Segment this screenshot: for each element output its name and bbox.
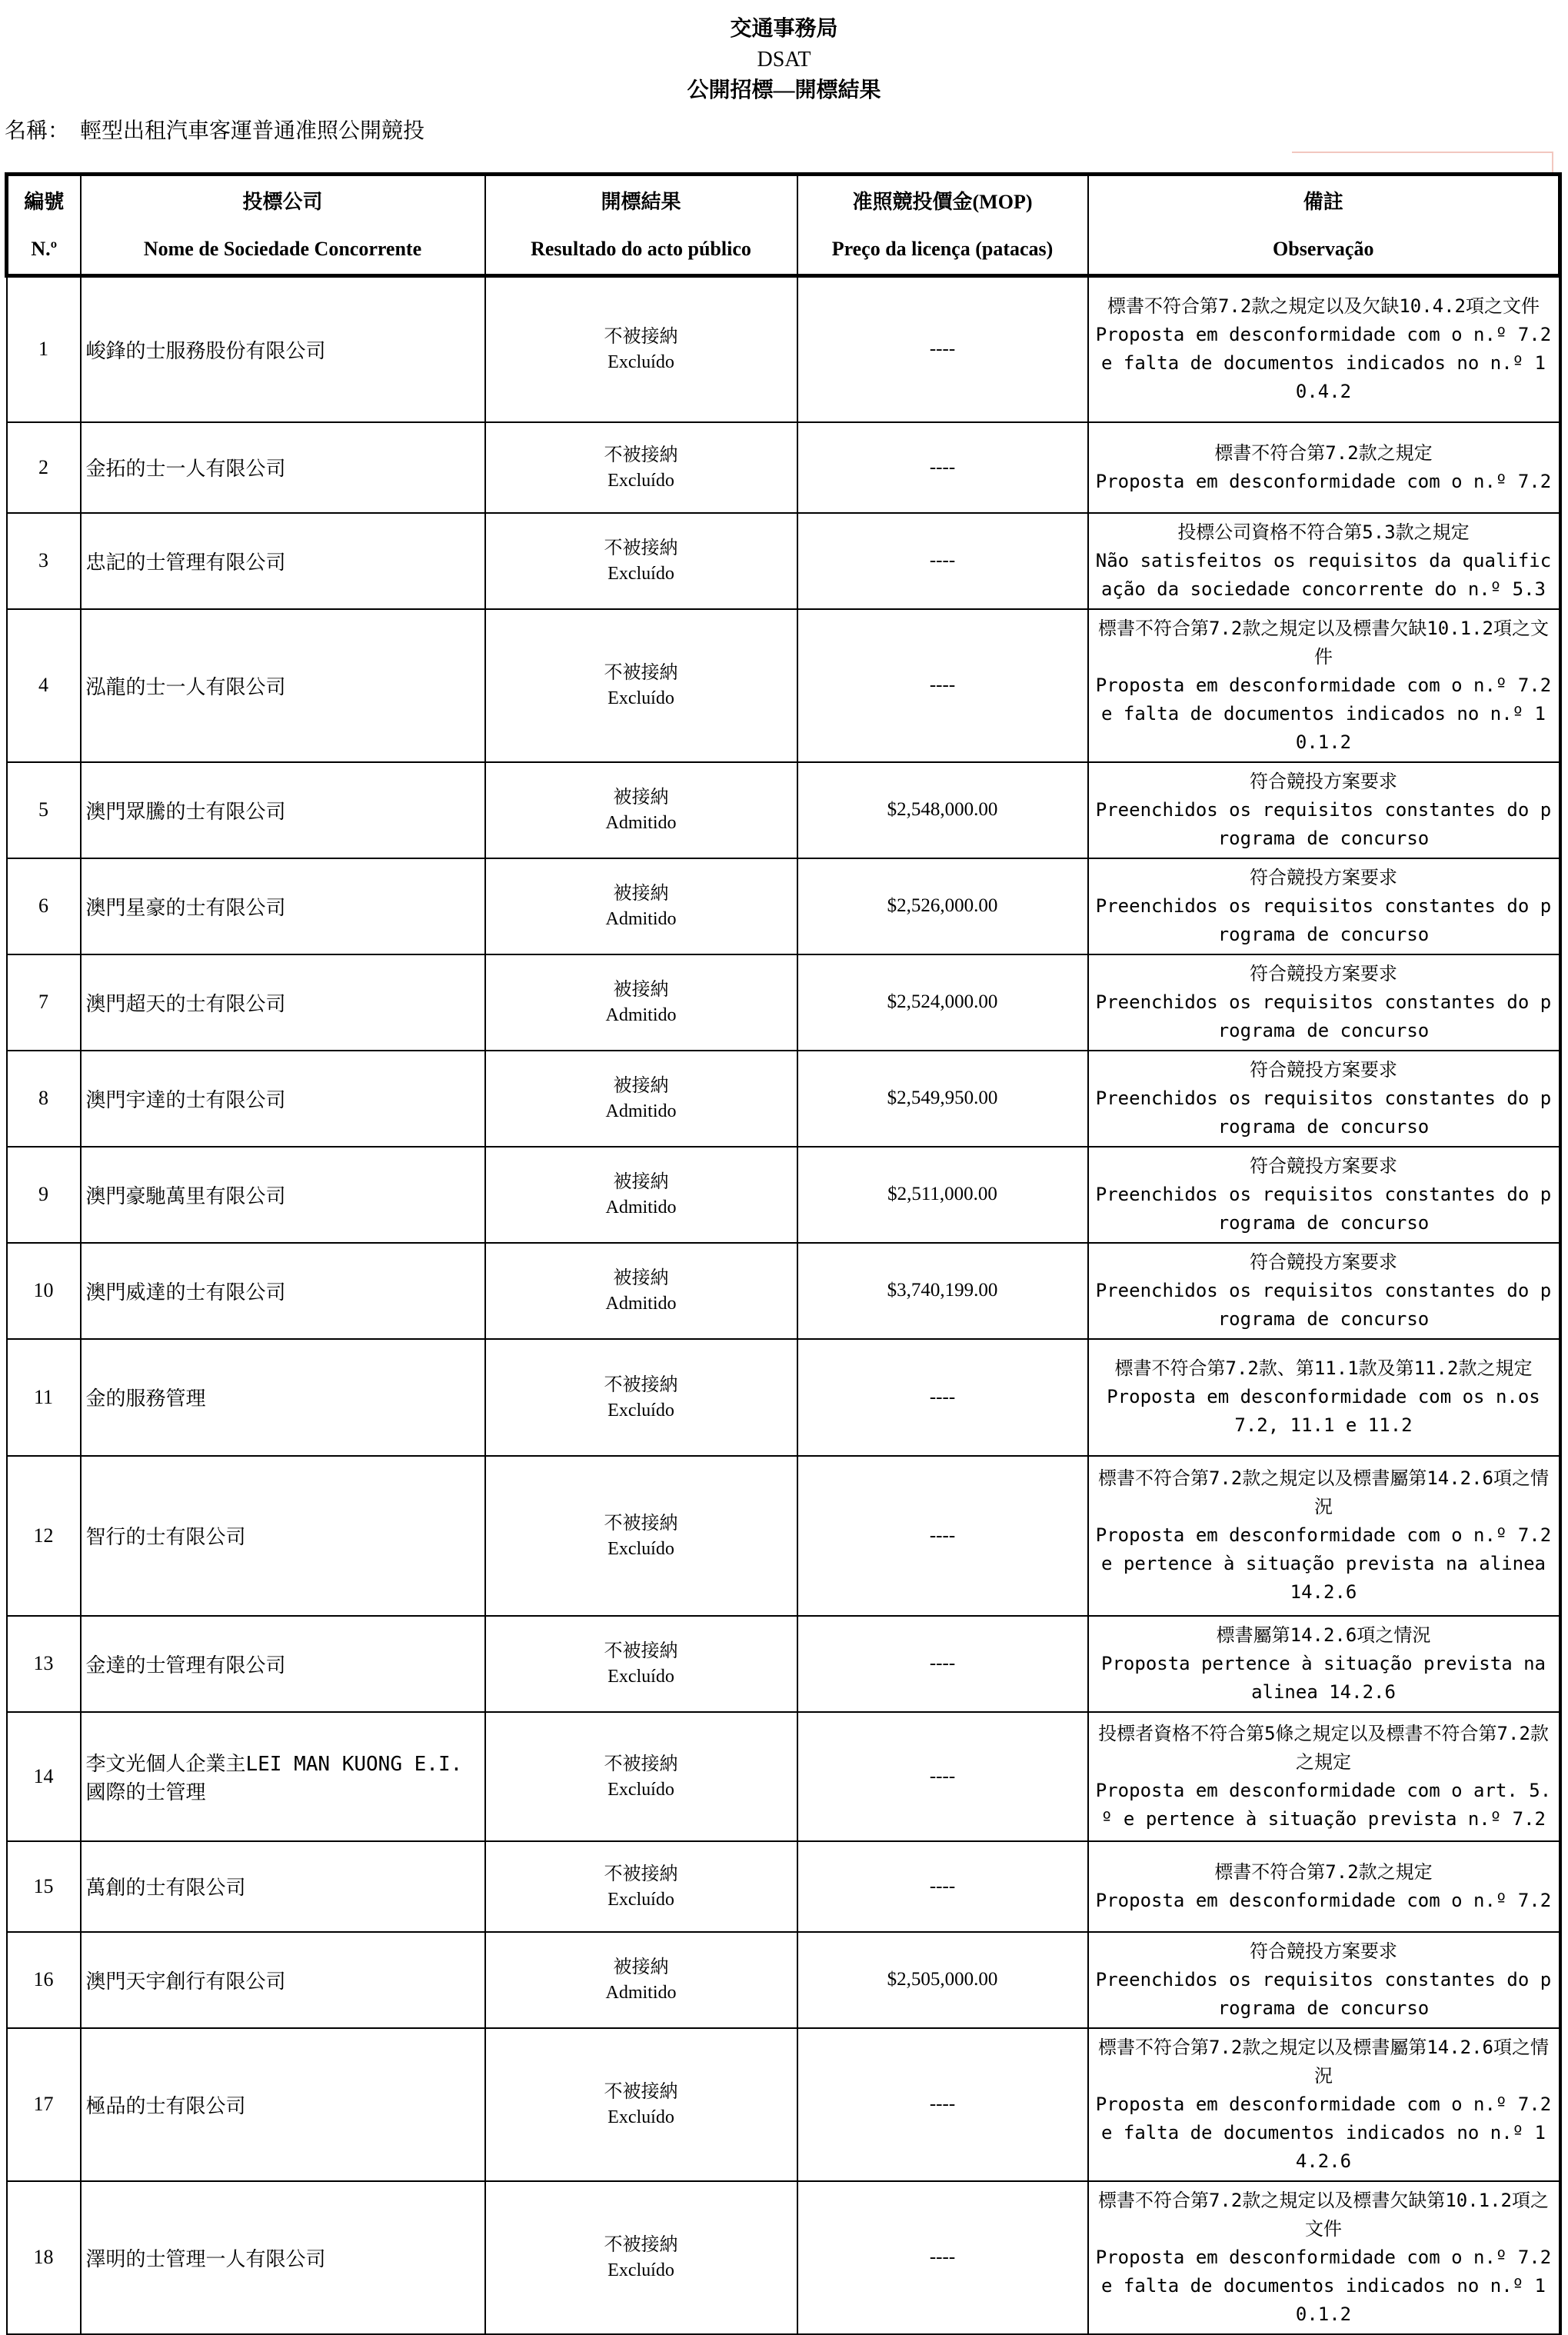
- result-cell: [485, 954, 797, 1051]
- observation-cell: [1088, 1932, 1560, 2028]
- results-table: [5, 172, 1562, 2335]
- result-cell: [485, 276, 797, 422]
- observation-zh: 符合競投方案要求: [1250, 1154, 1397, 1177]
- result-pt: Admitido: [605, 1197, 677, 1217]
- company-name: 智行的士有限公司: [81, 1456, 485, 1616]
- observation-pt: Proposta em desconformidade com o n.º 7.2 e falta de documentos indicados no n.º 10.1.2: [1095, 2246, 1552, 2325]
- result-zh: 被接納: [613, 1074, 669, 1096]
- row-number: 7: [7, 954, 81, 1051]
- observation-zh: 符合競投方案要求: [1250, 962, 1397, 984]
- result-zh: 被接納: [613, 882, 669, 904]
- license-price: $2,526,000.00: [797, 858, 1088, 954]
- result-cell: [485, 513, 797, 609]
- table-row: [7, 762, 1560, 858]
- result-pt: Admitido: [605, 813, 677, 833]
- row-number: 16: [7, 1932, 81, 2028]
- row-number: 12: [7, 1456, 81, 1616]
- result-cell: [485, 858, 797, 954]
- col-price-pt: Preço da licença (patacas): [797, 225, 1088, 276]
- license-price: ----: [797, 422, 1088, 513]
- result-zh: 不被接納: [604, 443, 678, 465]
- table-header: [7, 175, 1560, 276]
- row-number: 11: [7, 1339, 81, 1456]
- license-price: ----: [797, 276, 1088, 422]
- observation-pt: Preenchidos os requisitos constantes do programa de concurso: [1095, 991, 1552, 1041]
- observation-cell: [1088, 954, 1560, 1051]
- company-name: 萬創的士有限公司: [81, 1841, 485, 1932]
- result-cell: [485, 422, 797, 513]
- col-company-pt: Nome de Sociedade Concorrente: [81, 225, 485, 276]
- row-number: 18: [7, 2181, 81, 2334]
- result-pt: Admitido: [605, 909, 677, 929]
- col-price-zh: 准照競投價金(MOP): [797, 175, 1088, 225]
- table-row: [7, 276, 1560, 422]
- table-row: [7, 1147, 1560, 1243]
- result-pt: Excluído: [608, 688, 674, 708]
- license-price: ----: [797, 1841, 1088, 1932]
- result-cell: [485, 1339, 797, 1456]
- agency-name-zh: 交通事務局: [730, 17, 838, 41]
- observation-cell: [1088, 858, 1560, 954]
- company-name: 金的服務管理: [81, 1339, 485, 1456]
- corner-mark-vertical: [1552, 152, 1553, 175]
- company-name: 極品的士有限公司: [81, 2028, 485, 2181]
- table-row: [7, 1243, 1560, 1339]
- result-pt: Excluído: [608, 1779, 674, 1800]
- observation-pt: Preenchidos os requisitos constantes do programa de concurso: [1095, 1968, 1552, 2019]
- observation-zh: 符合競投方案要求: [1250, 1058, 1397, 1081]
- company-name: 澳門豪馳萬里有限公司: [81, 1147, 485, 1243]
- col-result-pt: Resultado do acto público: [485, 225, 797, 276]
- result-zh: 不被接納: [604, 1373, 678, 1395]
- result-zh: 不被接納: [604, 2080, 678, 2102]
- observation-pt: Proposta em desconformidade com o n.º 7.2 e falta de documentos indicados no n.º 14.2.6: [1095, 2093, 1552, 2172]
- result-pt: Admitido: [605, 1294, 677, 1314]
- license-price: $2,511,000.00: [797, 1147, 1088, 1243]
- row-number: 13: [7, 1616, 81, 1712]
- corner-mark: [1292, 152, 1553, 153]
- result-cell: [485, 1456, 797, 1616]
- result-pt: Excluído: [608, 352, 674, 373]
- company-name: 忠記的士管理有限公司: [81, 513, 485, 609]
- result-zh: 被接納: [613, 1171, 669, 1192]
- observation-zh: 標書不符合第7.2款之規定以及標書欠缺10.1.2項之文件: [1097, 617, 1550, 668]
- result-zh: 不被接納: [604, 1640, 678, 1661]
- result-cell: [485, 1841, 797, 1932]
- observation-cell: [1088, 609, 1560, 762]
- observation-pt: Proposta em desconformidade com o n.º 7.2 e falta de documentos indicados no n.º 10.1.2: [1095, 674, 1552, 753]
- company-name: 澤明的士管理一人有限公司: [81, 2181, 485, 2334]
- row-number: 17: [7, 2028, 81, 2181]
- observation-zh: 標書不符合第7.2款之規定以及標書屬第14.2.6項之情況: [1097, 2036, 1550, 2087]
- result-zh: 不被接納: [604, 1862, 678, 1884]
- observation-zh: 符合競投方案要求: [1250, 770, 1397, 792]
- result-pt: Admitido: [605, 1983, 677, 2003]
- observation-zh: 標書不符合第7.2款之規定: [1214, 1860, 1433, 1883]
- result-pt: Excluído: [608, 1400, 674, 1421]
- observation-cell: [1088, 422, 1560, 513]
- result-zh: 不被接納: [604, 1752, 678, 1774]
- result-pt: Excluído: [608, 2107, 674, 2127]
- col-no-pt: N.º: [7, 225, 81, 276]
- observation-pt: Preenchidos os requisitos constantes do programa de concurso: [1095, 894, 1552, 945]
- col-result-zh: 開標結果: [485, 175, 797, 225]
- observation-zh: 標書不符合第7.2款之規定以及欠缺10.4.2項之文件: [1107, 295, 1540, 318]
- company-name: 澳門眾騰的士有限公司: [81, 762, 485, 858]
- company-name: 金達的士管理有限公司: [81, 1616, 485, 1712]
- observation-pt: Proposta em desconformidade com o art. 5.º e pertence à situação prevista n.º 7.2: [1095, 1779, 1552, 1830]
- result-cell: [485, 1243, 797, 1339]
- header-row-pt: [7, 225, 1560, 276]
- observation-cell: [1088, 513, 1560, 609]
- result-pt: Admitido: [605, 1101, 677, 1121]
- table-row: [7, 2028, 1560, 2181]
- table-body: [7, 276, 1560, 2334]
- observation-zh: 符合競投方案要求: [1250, 1940, 1397, 1962]
- table-row: [7, 513, 1560, 609]
- table-row: [7, 2181, 1560, 2334]
- company-name: 澳門宇達的士有限公司: [81, 1051, 485, 1147]
- row-number: 9: [7, 1147, 81, 1243]
- result-zh: 不被接納: [604, 537, 678, 558]
- company-name: 澳門天宇創行有限公司: [81, 1932, 485, 2028]
- col-obs-zh: 備註: [1088, 175, 1560, 225]
- company-name: 泓龍的士一人有限公司: [81, 609, 485, 762]
- observation-pt: Proposta pertence à situação prevista na alinea 14.2.6: [1101, 1652, 1546, 1703]
- result-cell: [485, 1712, 797, 1841]
- observation-pt: Preenchidos os requisitos constantes do programa de concurso: [1095, 798, 1552, 849]
- table-row: [7, 1616, 1560, 1712]
- result-cell: [485, 1147, 797, 1243]
- row-number: 3: [7, 513, 81, 609]
- table-row: [7, 1841, 1560, 1932]
- license-price: $2,524,000.00: [797, 954, 1088, 1051]
- observation-pt: Preenchidos os requisitos constantes do programa de concurso: [1095, 1279, 1552, 1330]
- observation-cell: [1088, 1243, 1560, 1339]
- observation-cell: [1088, 2181, 1560, 2334]
- row-number: 10: [7, 1243, 81, 1339]
- license-price: ----: [797, 513, 1088, 609]
- result-zh: 不被接納: [604, 1511, 678, 1534]
- table-row: [7, 422, 1560, 513]
- observation-pt: Proposta em desconformidade com o n.º 7.2 e pertence à situação prevista na alinea 14.2.6: [1095, 1524, 1552, 1603]
- result-zh: 被接納: [613, 978, 669, 1000]
- result-zh: 不被接納: [604, 2233, 678, 2255]
- observation-zh: 標書不符合第7.2款之規定以及標書屬第14.2.6項之情況: [1097, 1467, 1550, 1517]
- result-cell: [485, 609, 797, 762]
- table-row: [7, 858, 1560, 954]
- license-price: ----: [797, 1456, 1088, 1616]
- observation-pt: Preenchidos os requisitos constantes do programa de concurso: [1095, 1183, 1552, 1234]
- result-cell: [485, 1051, 797, 1147]
- result-pt: Excluído: [608, 1538, 674, 1559]
- observation-cell: [1088, 1616, 1560, 1712]
- table-row: [7, 1051, 1560, 1147]
- observation-cell: [1088, 276, 1560, 422]
- observation-zh: 投標者資格不符合第5條之規定以及標書不符合第7.2款之規定: [1098, 1722, 1549, 1773]
- license-price: ----: [797, 2028, 1088, 2181]
- observation-cell: [1088, 1051, 1560, 1147]
- row-number: 4: [7, 609, 81, 762]
- table-row: [7, 1712, 1560, 1841]
- license-price: $2,505,000.00: [797, 1932, 1088, 2028]
- row-number: 14: [7, 1712, 81, 1841]
- observation-zh: 標書不符合第7.2款之規定以及標書欠缺第10.1.2項之文件: [1097, 2189, 1550, 2240]
- table-row: [7, 1932, 1560, 2028]
- result-cell: [485, 762, 797, 858]
- result-zh: 被接納: [613, 1267, 669, 1288]
- result-zh: 被接納: [613, 786, 669, 808]
- result-pt: Excluído: [608, 564, 674, 584]
- result-pt: Excluído: [608, 470, 674, 491]
- company-name: 澳門星豪的士有限公司: [81, 858, 485, 954]
- company-name: 金拓的士一人有限公司: [81, 422, 485, 513]
- col-no-zh: 編號: [7, 175, 81, 225]
- observation-cell: [1088, 1147, 1560, 1243]
- table-row: [7, 1456, 1560, 1616]
- document-header: [0, 0, 1568, 106]
- result-cell: [485, 2028, 797, 2181]
- observation-pt: Não satisfeitos os requisitos da qualificação da sociedade concorrente do n.º 5.3: [1095, 549, 1552, 600]
- license-price: $3,740,199.00: [797, 1243, 1088, 1339]
- tender-name: 名稱： 輕型出租汽車客運普通准照公開競投: [5, 119, 425, 143]
- result-cell: [485, 2181, 797, 2334]
- result-cell: [485, 1932, 797, 2028]
- company-name: 峻鋒的士服務股份有限公司: [81, 276, 485, 422]
- table-row: [7, 609, 1560, 762]
- license-price: $2,548,000.00: [797, 762, 1088, 858]
- result-pt: Excluído: [608, 1889, 674, 1910]
- observation-pt: Proposta em desconformidade com o n.º 7.2: [1095, 1889, 1552, 1911]
- result-pt: Excluído: [608, 1667, 674, 1687]
- observation-cell: [1088, 1456, 1560, 1616]
- license-price: ----: [797, 1339, 1088, 1456]
- table-row: [7, 954, 1560, 1051]
- observation-pt: Proposta em desconformidade com o n.º 7.2 e falta de documentos indicados no n.º 10.4.2: [1095, 324, 1552, 403]
- observation-zh: 符合競投方案要求: [1250, 866, 1397, 888]
- observation-zh: 標書屬第14.2.6項之情況: [1216, 1624, 1431, 1646]
- row-number: 5: [7, 762, 81, 858]
- observation-pt: Preenchidos os requisitos constantes do programa de concurso: [1095, 1087, 1552, 1138]
- license-price: ----: [797, 1712, 1088, 1841]
- observation-cell: [1088, 1712, 1560, 1841]
- result-pt: Excluído: [608, 2260, 674, 2280]
- observation-cell: [1088, 1339, 1560, 1456]
- row-number: 15: [7, 1841, 81, 1932]
- company-name: 澳門超天的士有限公司: [81, 954, 485, 1051]
- result-zh: 被接納: [613, 1956, 669, 1977]
- observation-cell: [1088, 762, 1560, 858]
- license-price: $2,549,950.00: [797, 1051, 1088, 1147]
- observation-pt: Proposta em desconformidade com os n.os 7.2, 11.1 e 11.2: [1107, 1386, 1540, 1436]
- header-row-zh: [7, 175, 1560, 225]
- result-zh: 不被接納: [604, 325, 678, 348]
- result-pt: Admitido: [605, 1005, 677, 1025]
- company-name: 李文光個人企業主LEI MAN KUONG E.I.國際的士管理: [81, 1712, 485, 1841]
- row-number: 2: [7, 422, 81, 513]
- row-number: 8: [7, 1051, 81, 1147]
- observation-pt: Proposta em desconformidade com o n.º 7.2: [1095, 470, 1552, 492]
- result-zh: 不被接納: [604, 661, 678, 683]
- observation-zh: 標書不符合第7.2款之規定: [1214, 441, 1433, 464]
- observation-zh: 投標公司資格不符合第5.3款之規定: [1177, 521, 1470, 543]
- observation-cell: [1088, 2028, 1560, 2181]
- observation-zh: 標書不符合第7.2款、第11.1款及第11.2款之規定: [1114, 1357, 1533, 1379]
- table-row: [7, 1339, 1560, 1456]
- row-number: 1: [7, 276, 81, 422]
- observation-cell: [1088, 1841, 1560, 1932]
- result-cell: [485, 1616, 797, 1712]
- agency-name-pt: DSAT: [757, 48, 811, 72]
- license-price: ----: [797, 1616, 1088, 1712]
- row-number: 6: [7, 858, 81, 954]
- col-obs-pt: Observação: [1088, 225, 1560, 276]
- document-title: 公開招標—開標結果: [687, 78, 881, 102]
- license-price: ----: [797, 609, 1088, 762]
- license-price: ----: [797, 2181, 1088, 2334]
- col-company-zh: 投標公司: [81, 175, 485, 225]
- observation-zh: 符合競投方案要求: [1250, 1251, 1397, 1273]
- company-name: 澳門威達的士有限公司: [81, 1243, 485, 1339]
